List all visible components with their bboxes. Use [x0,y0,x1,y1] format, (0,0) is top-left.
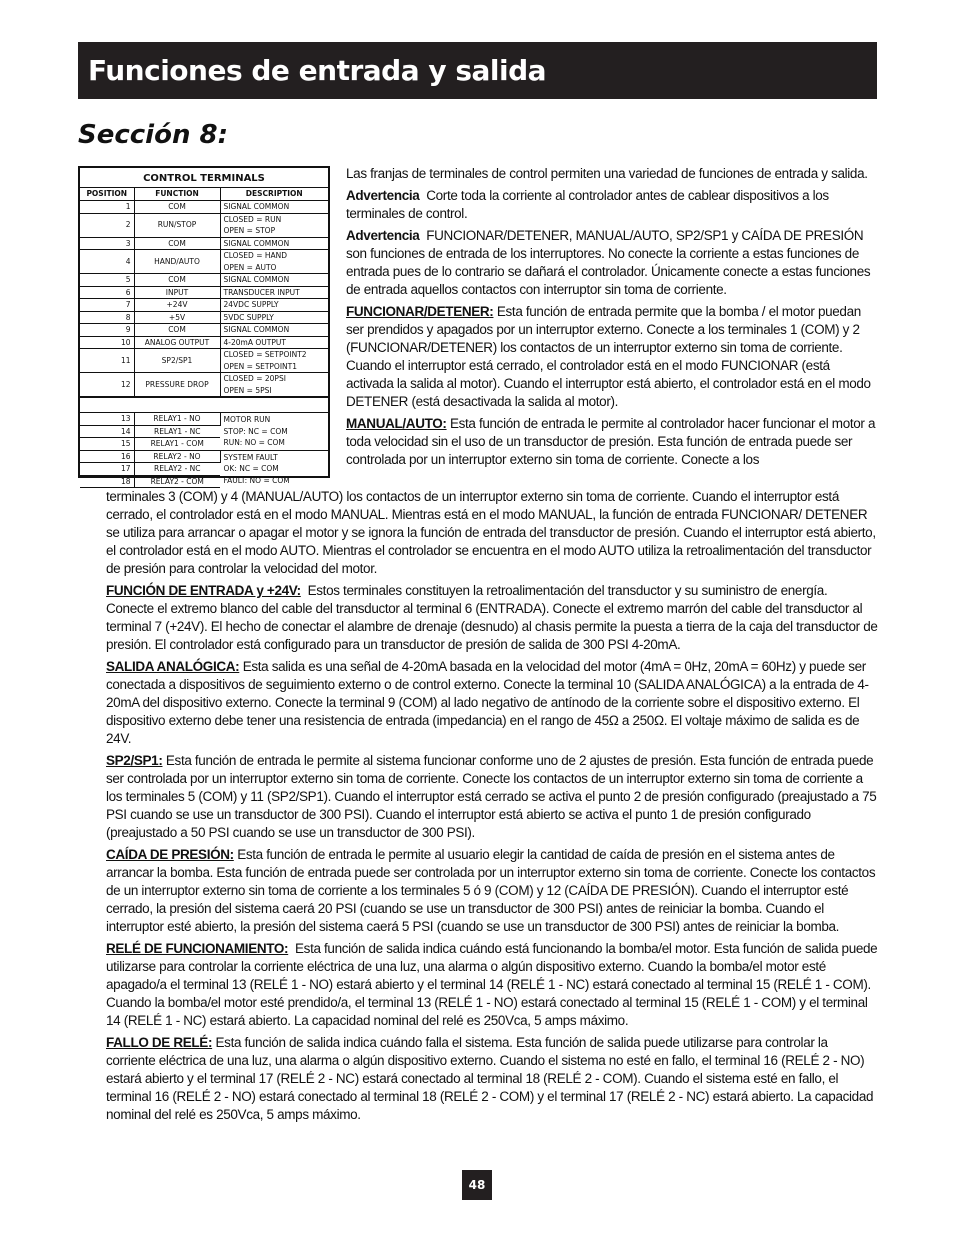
full-width-text [106,488,878,1128]
terminal-position: 4 [80,250,134,274]
input-24v-text: Estos terminales constituyen la retroalimentación del transductor y su suministro de energía. Conecte el extremo blanco del cable del transductor al terminal 6 (ENTRADA). Conecte el extremo marrón del cable del transductor al terminal 7 (+24V). El hecho de conectar el alambre de drenaje (desnudo) al chasis permite la puesta a tierra de la caja del transductor de presión. El controlador está configurado para un transductor de presión de salida de 300 PSI 4-20mA. [106,583,878,652]
warning-label: Advertencia [346,228,420,243]
terminal-function: HAND/AUTO [134,250,220,274]
warning-paragraph [346,227,878,299]
terminal-description: CLOSED = RUN OPEN = STOP [220,213,328,237]
table-row [80,413,328,425]
terminal-function: +5V [134,311,220,324]
run-stop-paragraph [346,303,878,411]
terminal-position: 9 [80,324,134,337]
terminals-title: CONTROL TERMINALS [80,168,328,188]
terminal-position: 1 [80,201,134,214]
page-number: 48 [462,1170,492,1200]
terminal-position: 18 [80,475,134,488]
terminal-position: 16 [80,450,134,463]
terminal-description: SIGNAL COMMON [220,201,328,214]
table-row [80,311,328,324]
terminal-position: 5 [80,274,134,287]
pressure-drop-label: CAÍDA DE PRESIÓN: [106,847,234,862]
terminal-function: RELAY1 - NO [134,413,220,425]
terminal-position: 8 [80,311,134,324]
manual-auto-label: MANUAL/AUTO: [346,416,447,431]
sp2-sp1-text: Esta función de entrada le permite al sistema funcionar conforme uno de 2 ajustes de presión. Esta función de entrada puede ser controlada por un interruptor externo sin toma de corriente. Conecte los contactos de un interruptor externo sin toma de corriente a los terminales 5 (COM) y 11 (SP2/SP1). Cuando el interruptor está cerrado se activa el punto 2 de presión configurado (preajustado a 75 PSI cuando se use un transductor de 300 PSI). Cuando el interruptor está abierto se activa el punto 1 de presión configurado (preajustado a 50 PSI cuando se use un transductor de 300 PSI). [106,753,877,840]
table-row [80,336,328,349]
terminal-position: 14 [80,425,134,438]
terminal-function: SP2/SP1 [134,349,220,373]
terminal-position: 6 [80,286,134,299]
terminal-description: SIGNAL COMMON [220,237,328,250]
terminal-position: 7 [80,299,134,312]
header-title: Funciones de entrada y salida [88,54,547,87]
pressure-drop-text: Esta función de entrada le permite al usuario elegir la cantidad de caída de presión en el sistema antes de arrancar la bomba. Esta función de entrada puede ser controlada por un interruptor externo sin toma de corriente. Conecte los contactos de un interruptor externo sin toma de corriente a los terminales 5 ó 9 (COM) y 12 (CAÍDA DE PRESIÓN). Cuando el interruptor esté cerrado, la presión del sistema caerá 20 PSI (cuando se use un transductor de 300 PSI) antes de reiniciar la bomba. Cuando el interruptor esté abierto, la presión del sistema caerá 5 PSI (cuando se use un transductor de 300 PSI) antes de reiniciar la bomba. [106,847,876,934]
relay1-description: MOTOR RUN STOP: NC = COM RUN: NO = COM [220,413,328,450]
terminal-function: ANALOG OUTPUT [134,336,220,349]
terminal-function: COM [134,237,220,250]
section-title: Sección 8: [78,120,229,150]
right-column-text [346,165,878,473]
terminal-function: RELAY2 - COM [134,475,220,488]
column-header: FUNCTION [134,188,220,201]
run-relay-text: Esta función de salida indica cuándo está funcionando la bomba/el motor. Esta función de salida puede utilizarse para controlar la corriente eléctrica de una luz, una alarma o algún dispositivo externo. Cuando la bomba/el motor esté apagado/a el terminal 13 (RELÉ 1 - NO) estará abierto y el terminal 14 (RELÉ 1 - NC) estará conectado al terminal 15 (RELÉ 1 - COM). Cuando la bomba/el motor esté prendido/a, el terminal 13 (RELÉ 1 - NO) estará conectado al terminal 15 (RELÉ 1 - COM) y el terminal 14 (RELÉ 1 - NC) estará abierto. La capacidad nominal del relé es 250Vca, 5 amps máximo. [106,941,878,1028]
terminal-function: INPUT [134,286,220,299]
terminal-function: RELAY2 - NO [134,450,220,463]
table-divider [80,397,328,413]
terminal-position: 12 [80,373,134,397]
control-terminals-table [78,166,330,486]
warning-text: Corte toda la corriente al controlador antes de cablear dispositivos a los terminales de control. [346,188,829,221]
terminal-description: 5VDC SUPPLY [220,311,328,324]
warning-paragraph [346,187,878,223]
terminal-description: TRANSDUCER INPUT [220,286,328,299]
terminal-description: 4-20mA OUTPUT [220,336,328,349]
fault-relay-paragraph [106,1034,878,1124]
input-24v-paragraph [106,582,878,654]
table-row [80,286,328,299]
terminal-function: PRESSURE DROP [134,373,220,397]
relay2-description: SYSTEM FAULT OK: NC = COM FAULT: NO = COM [223,452,290,485]
table-row [80,373,328,397]
terminal-description: CLOSED = SETPOINT2 OPEN = SETPOINT1 [220,349,328,373]
terminal-function: +24V [134,299,220,312]
terminal-position: 3 [80,237,134,250]
manual-auto-text: Esta función de entrada le permite al controlador hacer funcionar el motor a toda velocidad sin el uso de un transductor de presión. Esta función de entrada puede ser controlada por un interruptor externo sin toma de corriente. Conecte a los [346,416,876,467]
warning-text: FUNCIONAR/DETENER, MANUAL/AUTO, SP2/SP1 y CAÍDA DE PRESIÓN son funciones de entrada de los interruptores. No conecte la corriente a estas funciones de entrada pues de lo contrario se dañará el controlador. Únicamente conecte a estas funciones de entrada aquellos contactos con interruptor sin toma de corriente. [346,228,871,297]
sp2-sp1-paragraph [106,752,878,842]
terminal-description: CLOSED = HAND OPEN = AUTO [220,250,328,274]
run-stop-label: FUNCIONAR/DETENER: [346,304,494,319]
terminal-position: 15 [80,438,134,451]
page-header [78,42,877,99]
analog-output-paragraph [106,658,878,748]
terminal-description: CLOSED = 20PSI OPEN = 5PSI [220,373,328,397]
table-row [80,324,328,337]
terminal-position: 10 [80,336,134,349]
warning-label: Advertencia [346,188,420,203]
analog-output-label: SALIDA ANALÓGICA: [106,659,240,674]
terminal-function: COM [134,324,220,337]
fault-relay-label: FALLO DE RELÉ: [106,1035,213,1050]
table-row [80,299,328,312]
relay-grid [80,413,328,488]
table-row [80,237,328,250]
intro-paragraph: Las franjas de terminales de control permiten una variedad de funciones de entrada y salida. [346,166,868,181]
manual-auto-paragraph [346,415,878,469]
terminal-function: RUN/STOP [134,213,220,237]
terminal-position: 2 [80,213,134,237]
table-row [80,250,328,274]
table-row [80,274,328,287]
fault-relay-text: Esta función de salida indica cuándo falla el sistema. Esta función de salida puede utilizarse para controlar la corriente eléctrica de una luz, una alarma o algún dispositivo externo. Cuando el sistema no esté en fallo, el terminal 16 (RELÉ 2 - NO) estará abierto y el terminal 17 (RELÉ 2 - NC) estará conectado al terminal 18 (RELÉ 2 - COM). Cuando el sistema esté en fallo, el terminal 16 (RELÉ 2 - NO) estará conectado al terminal 18 (RELÉ 2 - COM) y el terminal 17 (RELÉ 2 - NC) estará abierto. La capacidad nominal del relé es 250Vca, 5 amps máximo. [106,1035,874,1122]
run-relay-paragraph [106,940,878,1030]
table-row [80,349,328,373]
terminal-function: COM [134,201,220,214]
table-row [80,450,328,463]
table-row [80,213,328,237]
terminal-description: SIGNAL COMMON [220,274,328,287]
terminal-position: 13 [80,413,134,425]
sp2-sp1-label: SP2/SP1: [106,753,163,768]
terminal-position: 11 [80,349,134,373]
column-header: DESCRIPTION [220,188,328,201]
terminal-description: SIGNAL COMMON [220,324,328,337]
manual-auto-continued: terminales 3 (COM) y 4 (MANUAL/AUTO) los contactos de un interruptor externo sin toma de corriente. Cuando el interruptor está cerrado, el controlador está en el modo MANUAL. Mientras está en el modo MANUAL, la función de entrada FUNCIONAR/ DETENER se utiliza para arrancar o apagar el motor y se ignora la función de entrada del transductor de presión. Cuando el interruptor está abierto, el controlador está en el modo AUTO. Mientras el controlador se encuentra en el modo AUTO utiliza la retroalimentación del transductor de presión para controlar la velocidad del motor. [106,489,876,576]
column-header: POSITION [80,188,134,201]
pressure-drop-paragraph [106,846,878,936]
terminal-description: 24VDC SUPPLY [220,299,328,312]
terminal-function: RELAY2 - NC [134,463,220,476]
run-stop-text: Esta función de entrada permite que la bomba / el motor puedan ser prendidos y apagados por un interruptor externo. Conecte a los terminales 1 (COM) y 2 (FUNCIONAR/DETENER) los contactos de un interruptor externo sin toma de corriente. Cuando el interruptor está cerrado, el controlador está en el modo FUNCIONAR (está activada la salida al motor). Cuando el interruptor está abierto, el controlador está en el modo DETENER (está desactivada la salida al motor). [346,304,871,409]
terminals-grid [80,188,328,397]
run-relay-label: RELÉ DE FUNCIONAMIENTO: [106,941,289,956]
table-row [80,201,328,214]
analog-output-text: Esta salida es una señal de 4-20mA basada en la velocidad del motor (4mA = 0Hz, 20mA = 60Hz) y puede ser conectada a dispositivos de seguimiento externo o de control externo. Conecte la terminal 10 (SALIDA ANALÓGICA) a la entrada de 4-20mA del dispositivo externo. Conecte la terminal 9 (COM) al lado negativo de antínodo de la corriente sobre el dispositivo externo. El dispositivo externo debe tener una resistencia de entrada (impedancia) en el rango de 45Ω a 250Ω. El voltaje máximo de salida es de 24V. [106,659,869,746]
terminal-function: COM [134,274,220,287]
terminal-function: RELAY1 - COM [134,438,220,451]
terminal-position: 17 [80,463,134,476]
input-24v-label: FUNCIÓN DE ENTRADA y +24V: [106,583,301,598]
terminal-function: RELAY1 - NC [134,425,220,438]
